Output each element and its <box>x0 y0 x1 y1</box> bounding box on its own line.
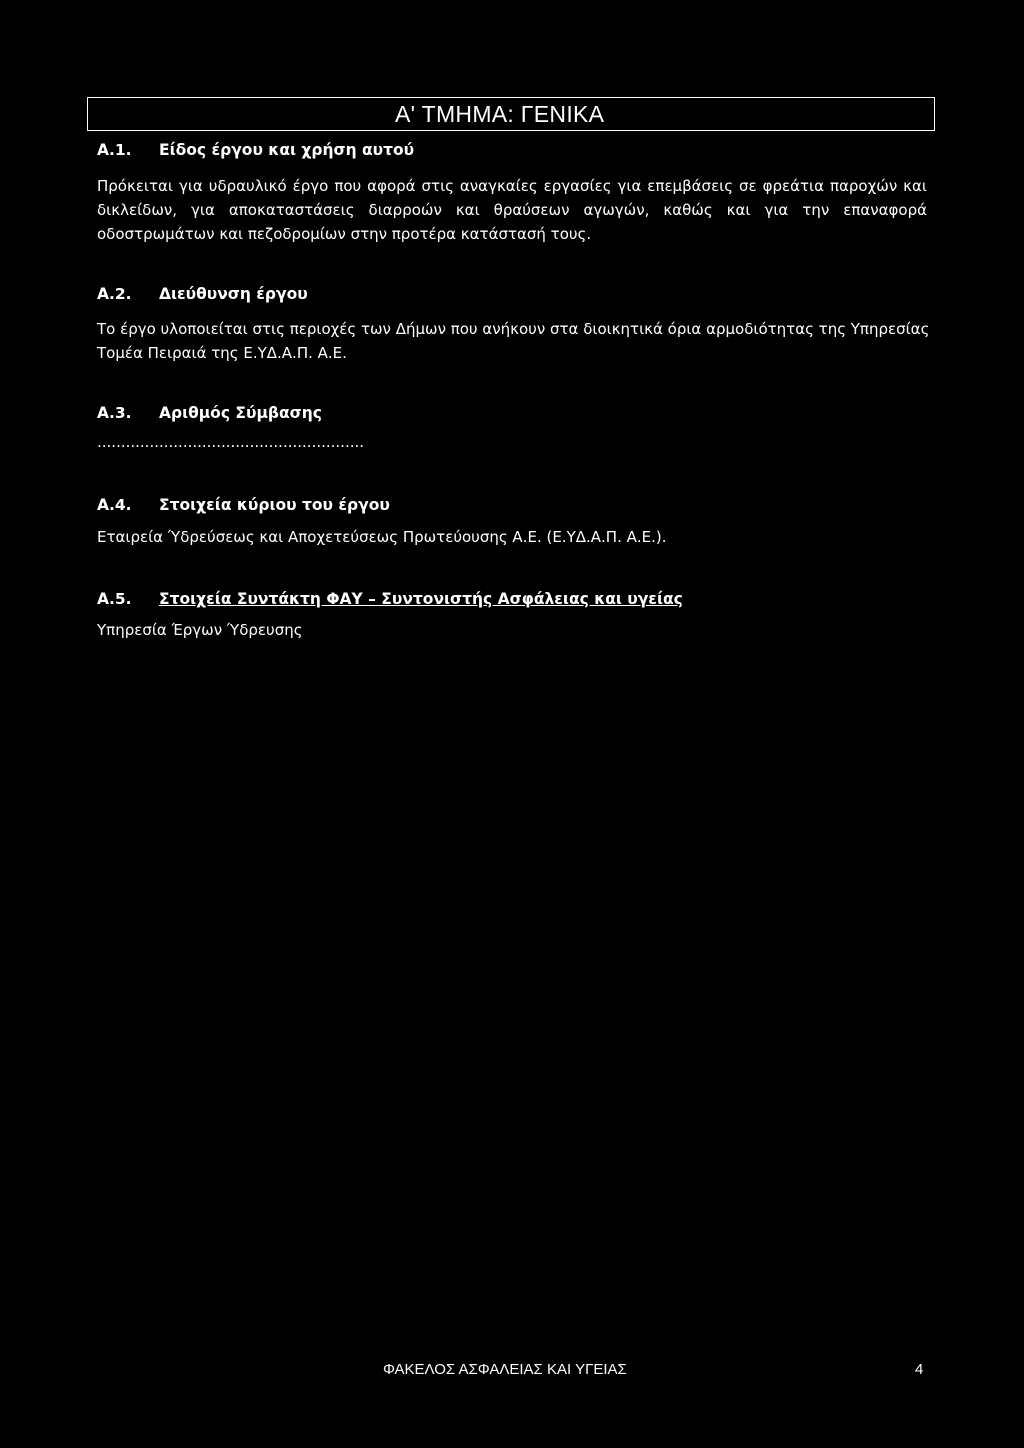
item-a5-title: Στοιχεία Συντάκτη ΦΑΥ – Συντονιστής Ασφάλειας και υγείας <box>159 590 683 608</box>
item-a1-title: Είδος έργου και χρήση αυτού <box>159 141 415 159</box>
author-details: Υπηρεσία Έργων Ύδρευσης <box>97 621 303 639</box>
item-a2-title: Διεύθυνση έργου <box>159 285 308 303</box>
item-a2-heading <box>97 285 308 303</box>
item-a5-number: Α.5. <box>97 590 132 608</box>
item-a5-heading <box>97 590 683 608</box>
item-a2-line: Τομέα Πειραιά της Ε.ΥΔ.Α.Π. Α.Ε. <box>97 344 347 362</box>
contract-number-placeholder: ........................................................ <box>97 433 365 451</box>
item-a2-body <box>97 317 930 365</box>
item-a4-title: Στοιχεία κύριου του έργου <box>159 496 390 514</box>
item-a2-number: Α.2. <box>97 285 132 303</box>
item-a1-line: Πρόκειται για υδραυλικό έργο που αφορά στις αναγκαίες εργασίες για επεμβάσεις σε φρεάτια παροχών και <box>97 177 927 195</box>
item-a1-line: οδοστρωμάτων και πεζοδρομίων στην προτέρα κατάστασή τους. <box>97 225 592 243</box>
item-a3-heading <box>97 404 322 422</box>
owner-details: Εταιρεία Ύδρεύσεως και Αποχετεύσεως Πρωτεύουσης Α.Ε. (Ε.ΥΔ.Α.Π. Α.Ε.). <box>97 528 667 546</box>
item-a4-heading <box>97 496 390 514</box>
section-title: Α' ΤΜΗΜΑ: ΓΕΝΙΚΑ <box>395 101 605 127</box>
page-number: 4 <box>915 1361 924 1378</box>
item-a3-number: Α.3. <box>97 404 132 422</box>
item-a2-line: Το έργο υλοποιείται στις περιοχές των Δήμων που ανήκουν στα διοικητικά όρια αρμοδιότητας της Υπηρεσίας <box>97 320 930 338</box>
item-a4-number: Α.4. <box>97 496 132 514</box>
item-a1-number: Α.1. <box>97 141 132 159</box>
item-a1-line: δικλείδων, για αποκαταστάσεις διαρροών και θραύσεων αγωγών, καθώς και για την επαναφορά <box>97 201 927 219</box>
item-a1-body <box>97 174 927 246</box>
item-a3-title: Αριθμός Σύμβασης <box>159 404 322 422</box>
item-a1-heading <box>97 141 414 159</box>
footer-title: ΦΑΚΕΛΟΣ ΑΣΦΑΛΕΙΑΣ ΚΑΙ ΥΓΕΙΑΣ <box>383 1361 627 1378</box>
